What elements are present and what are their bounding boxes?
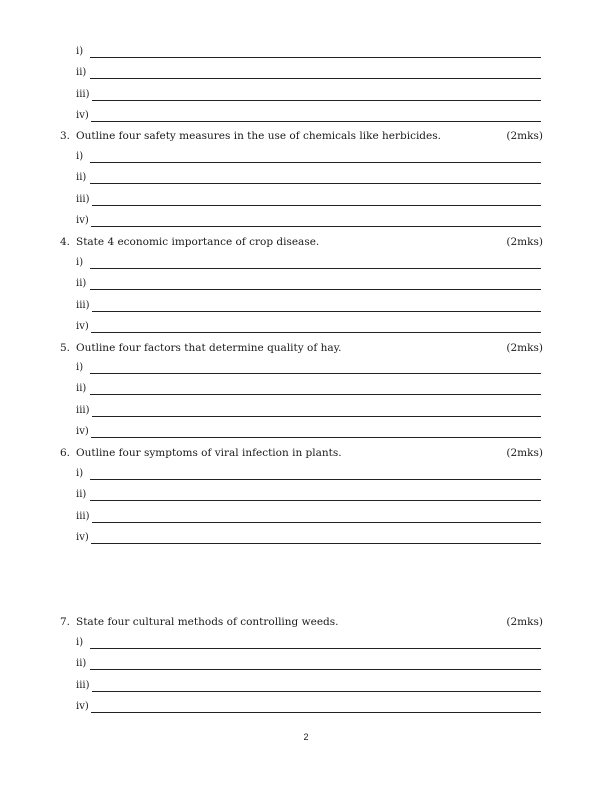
answer-line[interactable] <box>0 44 612 60</box>
answer-line[interactable] <box>0 424 612 440</box>
answer-line[interactable] <box>0 170 612 186</box>
answer-label: ii) <box>76 67 87 78</box>
question-text: State 4 economic importance of crop disease. <box>76 236 320 248</box>
question-text: Outline four factors that determine quality of hay. <box>76 342 342 354</box>
answer-label: ii) <box>76 383 87 394</box>
answer-line[interactable] <box>0 298 612 314</box>
answer-rule <box>91 226 541 227</box>
answer-label: ii) <box>76 278 87 289</box>
answer-line[interactable] <box>0 466 612 482</box>
answer-rule <box>91 332 541 333</box>
answer-line[interactable] <box>0 87 612 103</box>
answer-line[interactable] <box>0 699 612 715</box>
answer-line[interactable] <box>0 509 612 525</box>
answer-rule <box>92 691 541 692</box>
answer-label: iii) <box>76 405 90 416</box>
answer-line[interactable] <box>0 381 612 397</box>
question-marks: (2mks) <box>506 236 543 248</box>
question-number: 7. <box>60 616 71 628</box>
answer-label: i) <box>76 468 84 479</box>
answer-label: iii) <box>76 194 90 205</box>
question-marks: (2mks) <box>506 130 543 142</box>
answer-line[interactable] <box>0 319 612 335</box>
question-text: State four cultural methods of controlling weeds. <box>76 616 339 628</box>
question-marks: (2mks) <box>506 616 543 628</box>
question-number: 6. <box>60 447 71 459</box>
page-number: 2 <box>303 732 309 742</box>
answer-label: i) <box>76 362 84 373</box>
answer-rule <box>91 437 541 438</box>
question-marks: (2mks) <box>506 447 543 459</box>
answer-line[interactable] <box>0 678 612 694</box>
answer-label: i) <box>76 151 84 162</box>
answer-label: i) <box>76 637 84 648</box>
answer-label: i) <box>76 257 84 268</box>
answer-line[interactable] <box>0 65 612 81</box>
question-number: 3. <box>60 130 71 142</box>
answer-rule <box>90 669 541 670</box>
question-marks: (2mks) <box>506 342 543 354</box>
answer-rule <box>90 373 541 374</box>
answer-label: iii) <box>76 300 90 311</box>
question-text: Outline four symptoms of viral infection in plants. <box>76 447 342 459</box>
answer-rule <box>91 712 541 713</box>
question-number: 4. <box>60 236 71 248</box>
answer-line[interactable] <box>0 530 612 546</box>
answer-line[interactable] <box>0 255 612 271</box>
answer-line[interactable] <box>0 192 612 208</box>
answer-line[interactable] <box>0 276 612 292</box>
answer-line[interactable] <box>0 403 612 419</box>
question-number: 5. <box>60 342 71 354</box>
answer-line[interactable] <box>0 656 612 672</box>
answer-line[interactable] <box>0 149 612 165</box>
answer-label: ii) <box>76 489 87 500</box>
answer-line[interactable] <box>0 108 612 124</box>
answer-line[interactable] <box>0 487 612 503</box>
answer-label: iii) <box>76 680 90 691</box>
answer-label: iv) <box>76 701 89 712</box>
answer-label: iv) <box>76 321 89 332</box>
answer-label: i) <box>76 46 84 57</box>
answer-rule <box>90 78 541 79</box>
answer-line[interactable] <box>0 635 612 651</box>
answer-rule <box>92 416 541 417</box>
answer-rule <box>91 121 541 122</box>
answer-rule <box>90 57 541 58</box>
answer-rule <box>92 205 541 206</box>
answer-rule <box>90 500 541 501</box>
answer-label: iv) <box>76 110 89 121</box>
answer-rule <box>92 522 541 523</box>
answer-rule <box>90 162 541 163</box>
answer-label: ii) <box>76 658 87 669</box>
answer-label: iv) <box>76 532 89 543</box>
answer-rule <box>90 289 541 290</box>
answer-label: iv) <box>76 215 89 226</box>
answer-label: iv) <box>76 426 89 437</box>
answer-label: iii) <box>76 511 90 522</box>
answer-rule <box>90 268 541 269</box>
answer-line[interactable] <box>0 213 612 229</box>
answer-rule <box>90 479 541 480</box>
answer-rule <box>92 311 541 312</box>
answer-rule <box>91 543 541 544</box>
question-text: Outline four safety measures in the use of chemicals like herbicides. <box>76 130 441 142</box>
answer-label: ii) <box>76 172 87 183</box>
answer-label: iii) <box>76 89 90 100</box>
answer-rule <box>92 100 541 101</box>
answer-rule <box>90 648 541 649</box>
answer-line[interactable] <box>0 360 612 376</box>
answer-rule <box>90 183 541 184</box>
answer-rule <box>90 394 541 395</box>
